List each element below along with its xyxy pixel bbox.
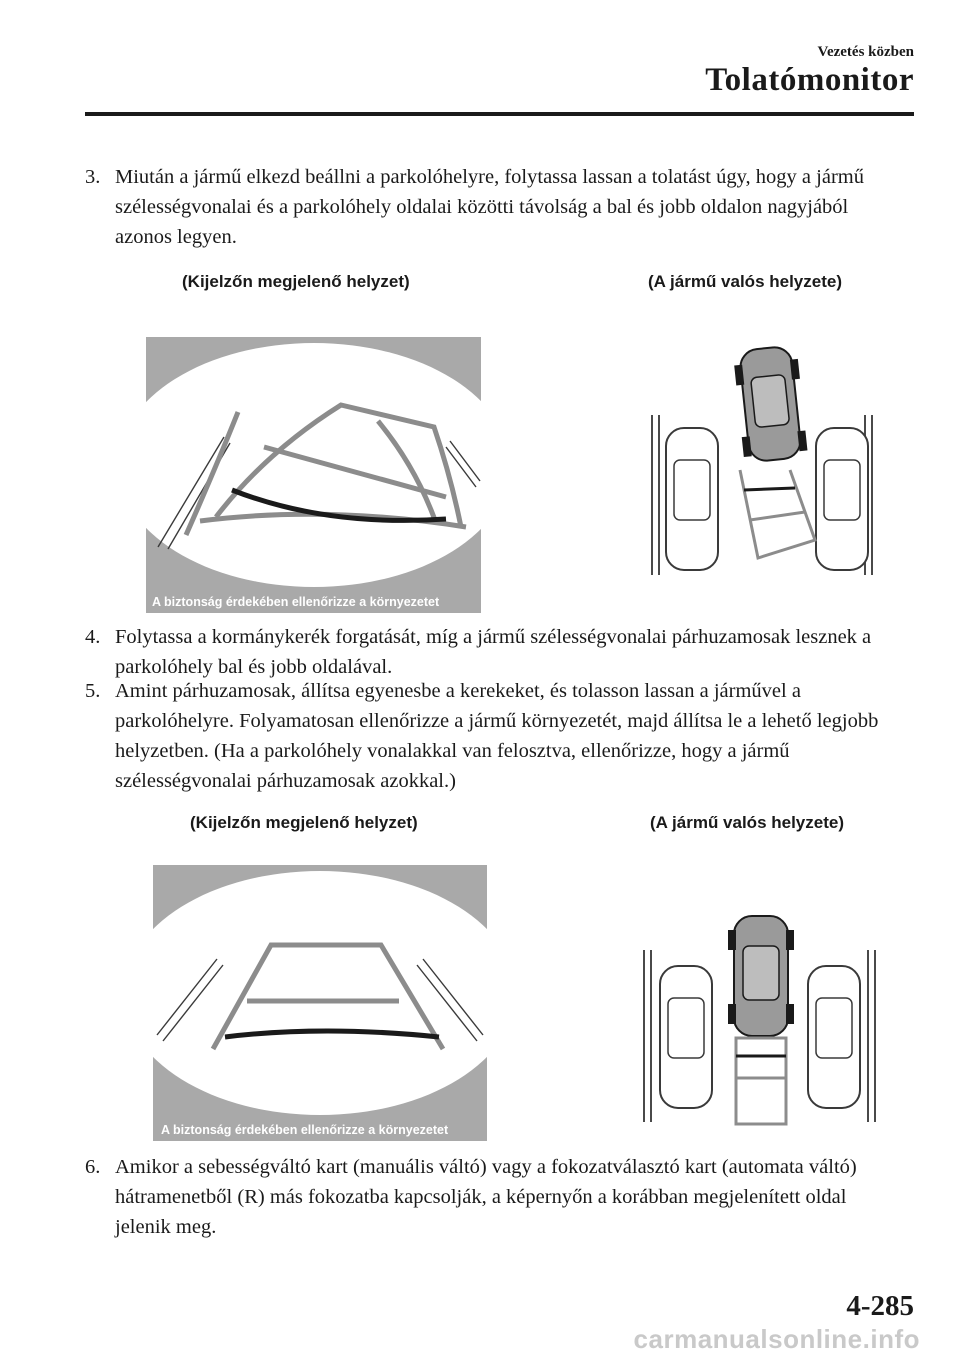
figure-1-real-position	[640, 340, 880, 580]
step-text: Amint párhuzamosak, állítsa egyenesbe a kerekeket, és tolasson lassan a járművel a parkolóhelyre. Folyamatosan ellenőrizze a jármű környezetét, majd állítsa le a lehető legjobb helyzetben. (Ha a parkolóhely vonalakkal van felosztva, ellenőrizze, hogy a jármű szélességvonalai párhuzamosak azokkal.)	[115, 680, 879, 792]
figure-2-real-caption: (A jármű valós helyzete)	[650, 813, 844, 832]
watermark: carmanualsonline.info	[633, 1324, 920, 1354]
page-title: Tolatómonitor	[705, 62, 914, 98]
step-4	[85, 622, 885, 682]
screen-warning-text: A biztonság érdekében ellenőrizze a környezetet	[152, 595, 440, 609]
figure-2-real-position	[640, 912, 880, 1128]
figure-1-display-caption: (Kijelzőn megjelenő helyzet)	[182, 272, 410, 291]
figure-2-camera-display	[153, 865, 487, 1141]
figure-2-display-caption: (Kijelzőn megjelenő helyzet)	[190, 813, 418, 832]
step-5	[85, 676, 885, 796]
step-number: 4.	[85, 626, 101, 648]
section-title: Vezetés közben	[817, 44, 914, 60]
step-6	[85, 1152, 885, 1242]
step-3	[85, 162, 885, 252]
figure-1-camera-display	[146, 337, 481, 613]
step-number: 5.	[85, 680, 101, 702]
step-text: Miután a jármű elkezd beállni a parkolóhelyre, folytassa lassan a tolatást úgy, hogy a jármű szélességvonalai és a parkolóhely oldalai közötti távolság a bal és jobb oldalon nagyjából azonos legyen.	[115, 166, 864, 248]
screen-warning-text: A biztonság érdekében ellenőrizze a környezetet	[161, 1123, 449, 1137]
step-text: Folytassa a kormánykerék forgatását, míg a jármű szélességvonalai párhuzamosak lesznek a parkolóhely bal és jobb oldalával.	[115, 626, 872, 678]
step-number: 6.	[85, 1156, 101, 1178]
step-text: Amikor a sebességváltó kart (manuális váltó) vagy a fokozatválasztó kart (automata váltó) hátramenetből (R) más fokozatba kapcsolják, a képernyőn a korábban megjelenített oldal jelenik meg.	[115, 1156, 857, 1238]
header-rule	[85, 112, 914, 116]
step-number: 3.	[85, 166, 101, 188]
page-number: 4-285	[846, 1290, 914, 1322]
figure-1-real-caption: (A jármű valós helyzete)	[648, 272, 842, 291]
